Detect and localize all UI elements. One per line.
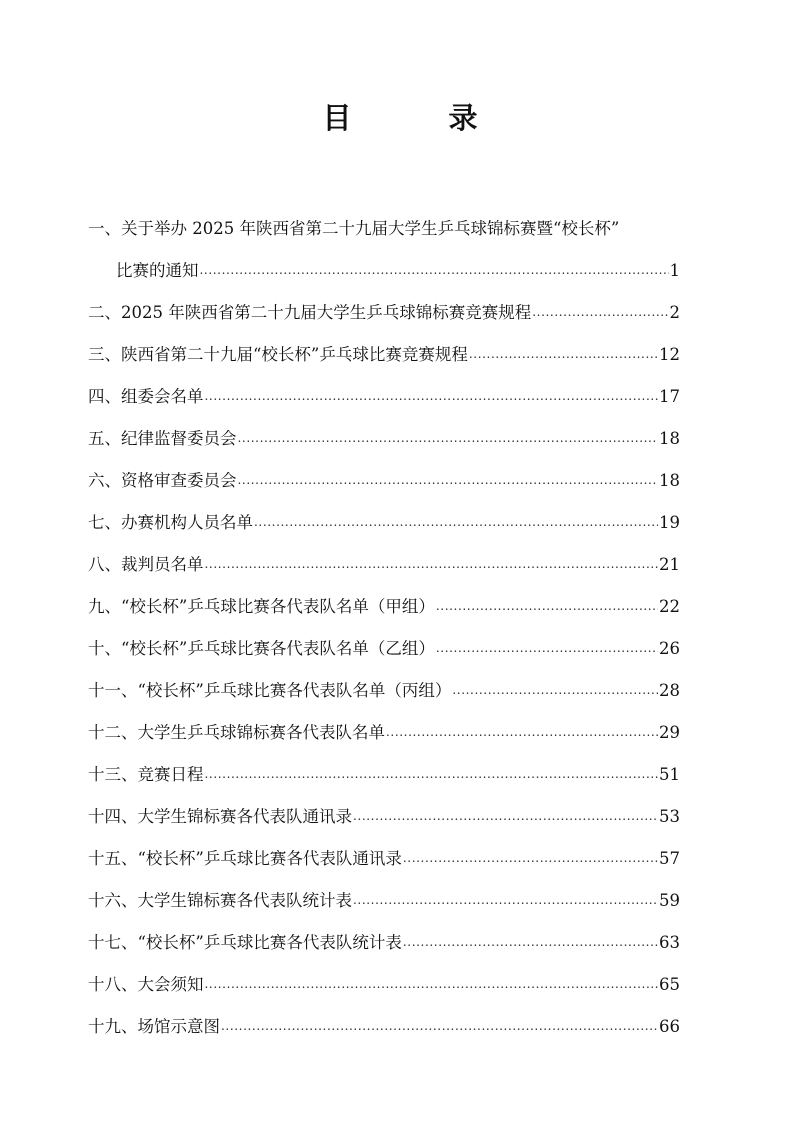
toc-leader-dots: [469, 346, 658, 362]
toc-leader-dots: [452, 682, 658, 698]
toc-entry-text: 十七、“校长杯”乒乓球比赛各代表队统计表: [88, 933, 402, 952]
toc-page-number: 65: [659, 975, 680, 994]
toc-entry-text: 七、办赛机构人员名单: [88, 513, 253, 532]
toc-entry-text: 十五、“校长杯”乒乓球比赛各代表队通讯录: [88, 849, 402, 868]
toc-entry[interactable]: [88, 870, 680, 912]
toc-page-number: 12: [659, 345, 680, 364]
toc-leader-dots: [200, 262, 669, 278]
toc-page-number: 17: [659, 387, 680, 406]
toc-entry[interactable]: [88, 450, 680, 492]
toc-leader-dots: [353, 892, 658, 908]
toc-leader-dots: [238, 430, 659, 446]
toc-page-number: 66: [659, 1017, 680, 1036]
toc-entry[interactable]: [88, 954, 680, 996]
toc-entry[interactable]: [88, 828, 680, 870]
toc-page-number: 19: [659, 513, 680, 532]
toc-entry[interactable]: [88, 534, 680, 576]
toc-page-number: 21: [659, 555, 680, 574]
toc-entry[interactable]: [88, 324, 680, 366]
toc-entry-1-line-2[interactable]: [88, 240, 680, 282]
toc-entry-text: 四、组委会名单: [88, 387, 204, 406]
toc-entry-text: 十、“校长杯”乒乓球比赛各代表队名单（乙组）: [88, 639, 435, 658]
toc-entry[interactable]: [88, 786, 680, 828]
toc-entry-text: 十二、大学生乒乓球锦标赛各代表队名单: [88, 723, 385, 742]
toc-entry[interactable]: [88, 366, 680, 408]
toc-page-number: 1: [669, 261, 680, 280]
toc-entry-text: 十六、大学生锦标赛各代表队统计表: [88, 891, 352, 910]
toc-entry[interactable]: [88, 618, 680, 660]
toc-entry[interactable]: [88, 996, 680, 1038]
toc-entry-1-line-1[interactable]: [88, 198, 680, 240]
toc-page-number: 51: [659, 765, 680, 784]
toc-leader-dots: [532, 304, 668, 320]
toc-entry-text: 比赛的通知: [116, 261, 199, 280]
toc-page-number: 59: [659, 891, 680, 910]
toc-leader-dots: [386, 724, 658, 740]
toc-leader-dots: [205, 388, 659, 404]
toc-entry-text: 一、关于举办 2025 年陕西省第二十九届大学生乒乓球锦标赛暨“校长杯”: [88, 219, 620, 238]
toc-entry-text: 十四、大学生锦标赛各代表队通讯录: [88, 807, 352, 826]
toc-leader-dots: [403, 850, 658, 866]
toc-page-number: 57: [659, 849, 680, 868]
toc-entry[interactable]: [88, 912, 680, 954]
toc-leader-dots: [238, 472, 659, 488]
toc-entry-text: 六、资格审查委员会: [88, 471, 237, 490]
toc-leader-dots: [353, 808, 658, 824]
toc-entry[interactable]: [88, 702, 680, 744]
toc-page-number: 63: [659, 933, 680, 952]
toc-entry[interactable]: [88, 282, 680, 324]
toc-page-number: 28: [659, 681, 680, 700]
toc-leader-dots: [221, 1018, 658, 1034]
toc-page-number: 22: [659, 597, 680, 616]
toc-leader-dots: [205, 766, 659, 782]
toc-page-number: 26: [659, 639, 680, 658]
toc-entry-text: 十九、场馆示意图: [88, 1017, 220, 1036]
toc-entry-text: 十三、竞赛日程: [88, 765, 204, 784]
toc-page-number: 29: [659, 723, 680, 742]
toc-entry-text: 五、纪律监督委员会: [88, 429, 237, 448]
toc-entry[interactable]: [88, 660, 680, 702]
toc-page-number: 18: [659, 471, 680, 490]
toc-entry-text: 三、陕西省第二十九届“校长杯”乒乓球比赛竞赛规程: [88, 345, 468, 364]
toc-entry[interactable]: [88, 744, 680, 786]
page-title: 目 录: [322, 101, 512, 135]
toc-entry[interactable]: [88, 408, 680, 450]
toc-entry-text: 十一、“校长杯”乒乓球比赛各代表队名单（丙组）: [88, 681, 452, 700]
toc-entry[interactable]: [88, 576, 680, 618]
toc-leader-dots: [205, 976, 659, 992]
toc-page-number: 18: [659, 429, 680, 448]
toc-leader-dots: [254, 514, 658, 530]
toc-leader-dots: [436, 640, 658, 656]
toc-entry-text: 十八、大会须知: [88, 975, 204, 994]
toc-entry-text: 二、2025 年陕西省第二十九届大学生乒乓球锦标赛竞赛规程: [88, 303, 532, 322]
toc-leader-dots: [205, 556, 659, 572]
toc-list: [88, 198, 680, 1038]
toc-page-number: 2: [669, 303, 680, 322]
toc-page-number: 53: [659, 807, 680, 826]
toc-entry-text: 九、“校长杯”乒乓球比赛各代表队名单（甲组）: [88, 597, 435, 616]
toc-leader-dots: [403, 934, 658, 950]
toc-entry[interactable]: [88, 492, 680, 534]
toc-entry-text: 八、裁判员名单: [88, 555, 204, 574]
toc-leader-dots: [436, 598, 658, 614]
